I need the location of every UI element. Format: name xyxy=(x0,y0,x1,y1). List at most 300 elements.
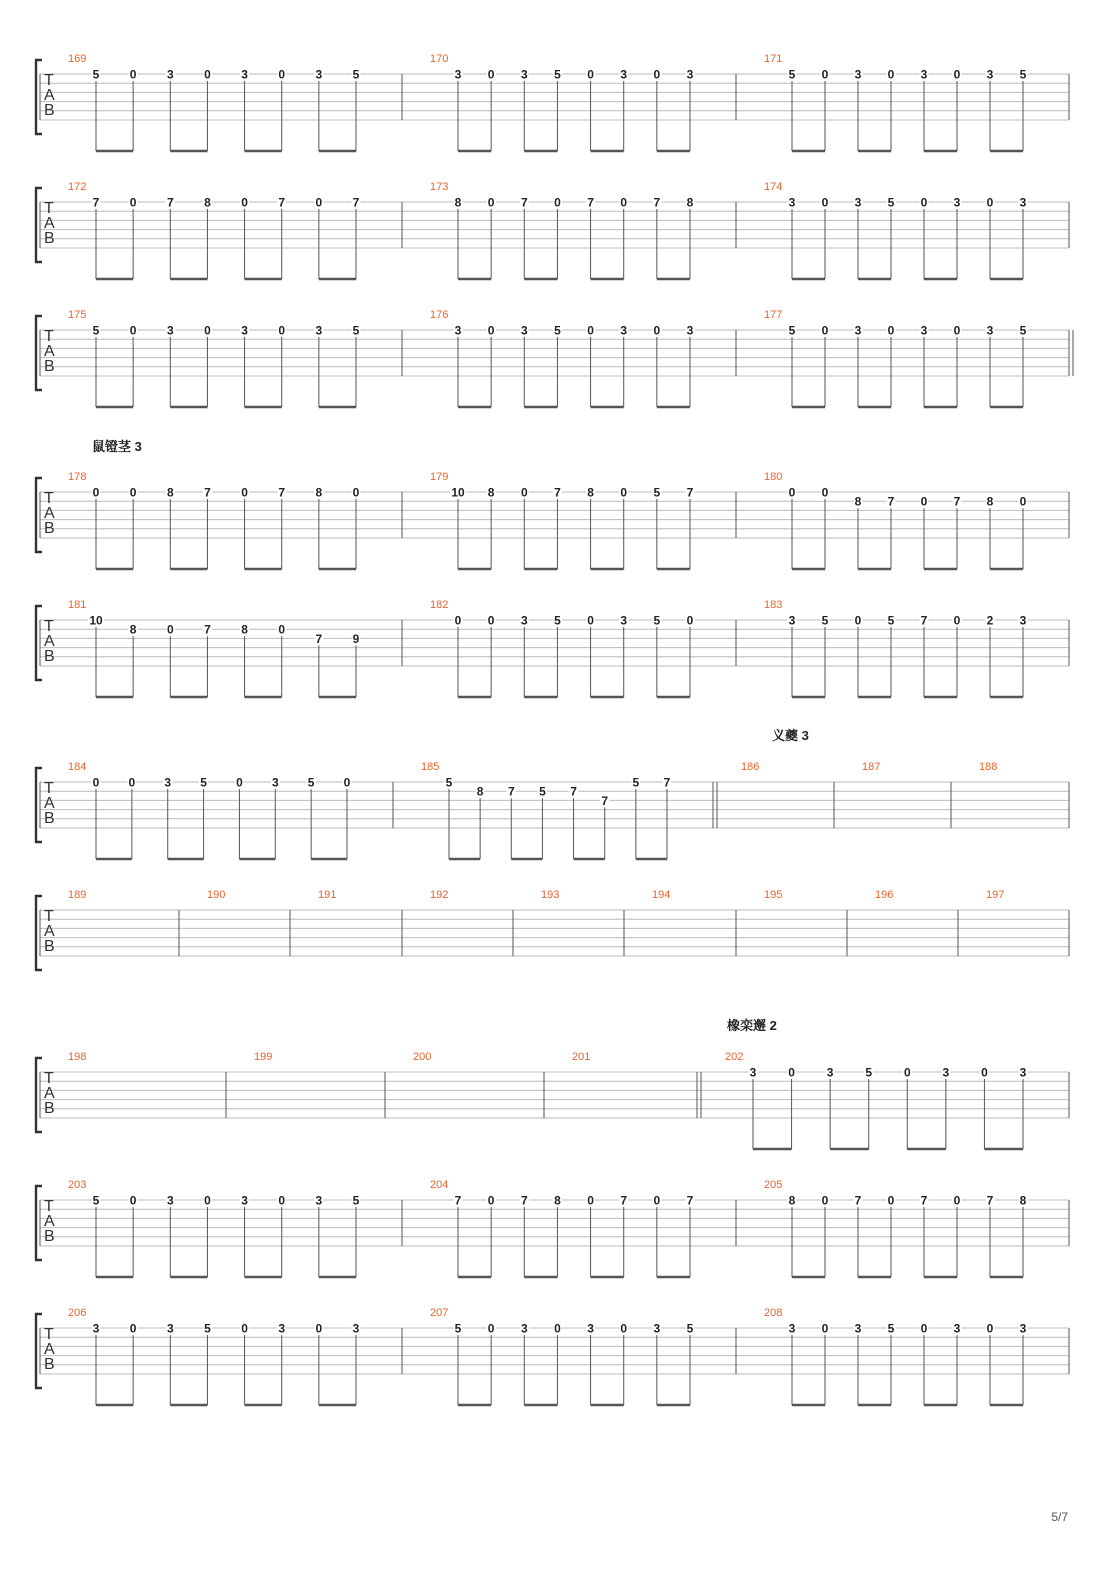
fret-number: 3 xyxy=(454,323,462,338)
fret-number: 5 xyxy=(554,67,561,82)
fret-number: 3 xyxy=(166,67,174,82)
fret-number: 3 xyxy=(986,67,994,82)
tab-clef-letter: T xyxy=(44,200,54,217)
tab-clef-letter: T xyxy=(44,908,54,925)
fret-number: 3 xyxy=(241,323,248,338)
fret-number: 7 xyxy=(920,613,928,628)
tab-system xyxy=(36,439,1069,569)
page-number: 5/7 xyxy=(1051,1510,1068,1524)
fret-number: 0 xyxy=(1019,494,1027,509)
fret-number: 5 xyxy=(352,67,360,82)
fret-number: 0 xyxy=(953,323,961,338)
fret-number: 0 xyxy=(887,67,895,82)
fret-number: 8 xyxy=(487,485,495,500)
fret-number: 0 xyxy=(129,323,137,338)
fret-number: 5 xyxy=(92,67,100,82)
tab-system xyxy=(36,889,1069,970)
measure-number: 200 xyxy=(413,1051,432,1063)
fret-number: 3 xyxy=(620,67,628,82)
fret-number: 0 xyxy=(981,1065,988,1080)
fret-number: 8 xyxy=(986,494,994,509)
fret-number: 5 xyxy=(204,1321,211,1336)
fret-number: 7 xyxy=(686,1193,694,1208)
fret-number: 8 xyxy=(454,195,462,210)
fret-number: 0 xyxy=(821,485,829,500)
tab-clef-letter: A xyxy=(44,1213,55,1230)
fret-number: 0 xyxy=(278,1193,286,1208)
measure xyxy=(572,1051,701,1118)
fret-number: 0 xyxy=(241,485,248,500)
fret-number: 3 xyxy=(1019,195,1027,210)
fret-number: 7 xyxy=(166,195,174,210)
tab-system xyxy=(36,599,1069,697)
fret-number: 0 xyxy=(204,67,211,82)
fret-number: 3 xyxy=(92,1321,100,1336)
fret-number: 3 xyxy=(587,1321,594,1336)
fret-number: 7 xyxy=(587,195,594,210)
fret-number: 7 xyxy=(887,494,895,509)
measure xyxy=(68,889,179,956)
fret-number: 5 xyxy=(454,1321,462,1336)
fret-number: 3 xyxy=(942,1065,950,1080)
fret-number: 5 xyxy=(887,1321,895,1336)
system-bracket xyxy=(36,1058,42,1132)
measure xyxy=(741,761,834,828)
fret-number: 0 xyxy=(686,613,694,628)
measure-number: 188 xyxy=(979,761,998,773)
fret-number: 3 xyxy=(278,1321,286,1336)
fret-number: 0 xyxy=(129,67,137,82)
fret-number: 0 xyxy=(953,67,961,82)
fret-number: 3 xyxy=(788,613,796,628)
fret-number: 3 xyxy=(920,323,928,338)
fret-number: 7 xyxy=(520,195,528,210)
measure xyxy=(430,889,513,956)
tab-clef-letter: B xyxy=(44,1100,55,1117)
fret-number: 3 xyxy=(520,1321,528,1336)
measure xyxy=(413,1051,544,1118)
fret-number: 3 xyxy=(653,1321,661,1336)
tab-clef-letter: T xyxy=(44,1070,54,1087)
tab-clef-letter: B xyxy=(44,358,55,375)
fret-number: 0 xyxy=(587,323,594,338)
fret-number: 3 xyxy=(749,1065,757,1080)
measure-number: 195 xyxy=(764,889,783,901)
fret-number: 3 xyxy=(854,323,862,338)
fret-number: 0 xyxy=(854,613,862,628)
fret-number: 0 xyxy=(821,1193,829,1208)
fret-number: 7 xyxy=(920,1193,928,1208)
fret-number: 5 xyxy=(686,1321,694,1336)
fret-number: 7 xyxy=(686,485,694,500)
fret-number: 3 xyxy=(315,1193,323,1208)
fret-number: 0 xyxy=(487,67,495,82)
fret-number: 0 xyxy=(236,775,243,790)
fret-number: 7 xyxy=(986,1193,994,1208)
tab-clef-letter: B xyxy=(44,938,55,955)
measure-number: 177 xyxy=(764,309,783,321)
tab-clef-letter: B xyxy=(44,648,55,665)
measure xyxy=(979,761,1069,828)
measure xyxy=(207,889,290,956)
section-label: 鼠镫茎 3 xyxy=(92,439,142,454)
fret-number: 5 xyxy=(1019,67,1027,82)
system-bracket xyxy=(36,316,42,390)
fret-number: 5 xyxy=(653,485,661,500)
fret-number: 0 xyxy=(653,67,661,82)
measure-number: 191 xyxy=(318,889,337,901)
fret-number: 3 xyxy=(854,1321,862,1336)
measure-number: 171 xyxy=(764,53,783,65)
fret-number: 3 xyxy=(620,613,628,628)
fret-number: 3 xyxy=(788,195,796,210)
tab-clef-letter: T xyxy=(44,328,54,345)
tab-clef-letter: T xyxy=(44,72,54,89)
fret-number: 3 xyxy=(454,67,462,82)
fret-number: 0 xyxy=(278,323,286,338)
fret-number: 5 xyxy=(92,323,100,338)
fret-number: 7 xyxy=(620,1193,628,1208)
fret-number: 0 xyxy=(129,485,137,500)
fret-number: 0 xyxy=(953,1193,961,1208)
measure-number: 197 xyxy=(986,889,1005,901)
fret-number: 3 xyxy=(1019,613,1027,628)
measure-number: 207 xyxy=(430,1307,449,1319)
fret-number: 5 xyxy=(788,67,796,82)
fret-number: 5 xyxy=(887,613,895,628)
fret-number: 3 xyxy=(686,67,694,82)
measure-number: 208 xyxy=(764,1307,783,1319)
fret-number: 7 xyxy=(204,622,211,637)
fret-number: 0 xyxy=(487,1193,495,1208)
fret-number: 10 xyxy=(451,485,465,500)
fret-number: 0 xyxy=(986,1321,994,1336)
fret-number: 7 xyxy=(315,631,323,646)
tab-clef-letter: A xyxy=(44,87,55,104)
fret-number: 9 xyxy=(352,631,360,646)
measure-number: 170 xyxy=(430,53,449,65)
tab-clef-letter: B xyxy=(44,1228,55,1245)
fret-number: 0 xyxy=(788,1065,795,1080)
system-bracket xyxy=(36,1186,42,1260)
fret-number: 8 xyxy=(476,784,484,799)
fret-number: 5 xyxy=(632,775,640,790)
fret-number: 0 xyxy=(653,1193,661,1208)
fret-number: 5 xyxy=(554,613,561,628)
fret-number: 7 xyxy=(92,195,100,210)
measure-number: 193 xyxy=(541,889,560,901)
measure-number: 186 xyxy=(741,761,760,773)
system-bracket xyxy=(36,606,42,680)
fret-number: 0 xyxy=(487,195,495,210)
fret-number: 5 xyxy=(653,613,661,628)
fret-number: 0 xyxy=(821,195,829,210)
fret-number: 8 xyxy=(686,195,694,210)
tab-clef-letter: A xyxy=(44,505,55,522)
fret-number: 0 xyxy=(278,67,286,82)
fret-number: 5 xyxy=(539,784,546,799)
fret-number: 0 xyxy=(92,485,100,500)
fret-number: 0 xyxy=(620,195,628,210)
fret-number: 10 xyxy=(89,613,103,628)
fret-number: 0 xyxy=(487,613,495,628)
measure-number: 189 xyxy=(68,889,87,901)
measure-number: 174 xyxy=(764,181,783,193)
tab-clef-letter: A xyxy=(44,1341,55,1358)
fret-number: 7 xyxy=(601,793,609,808)
tab-system xyxy=(36,309,1073,407)
tab-system xyxy=(36,53,1069,151)
fret-number: 0 xyxy=(129,195,137,210)
tab-clef-letter: A xyxy=(44,343,55,360)
fret-number: 3 xyxy=(164,775,172,790)
tab-system xyxy=(36,1179,1069,1277)
measure-number: 185 xyxy=(421,761,440,773)
fret-number: 3 xyxy=(352,1321,360,1336)
fret-number: 5 xyxy=(1019,323,1027,338)
tab-clef-letter: B xyxy=(44,520,55,537)
fret-number: 7 xyxy=(454,1193,462,1208)
measure-number: 172 xyxy=(68,181,87,193)
tab-system xyxy=(36,1018,1069,1149)
tab-clef-letter: T xyxy=(44,780,54,797)
measure xyxy=(764,889,847,956)
measure-number: 184 xyxy=(68,761,87,773)
fret-number: 7 xyxy=(653,195,661,210)
fret-number: 3 xyxy=(986,323,994,338)
fret-number: 3 xyxy=(271,775,279,790)
measure-number: 182 xyxy=(430,599,449,611)
measure-number: 181 xyxy=(68,599,87,611)
fret-number: 0 xyxy=(487,1321,495,1336)
fret-number: 5 xyxy=(865,1065,873,1080)
measure-number: 202 xyxy=(725,1051,744,1063)
fret-number: 0 xyxy=(788,485,796,500)
measure-number: 178 xyxy=(68,471,87,483)
fret-number: 3 xyxy=(1019,1065,1027,1080)
measure-number: 187 xyxy=(862,761,881,773)
fret-number: 7 xyxy=(507,784,515,799)
fret-number: 8 xyxy=(166,485,174,500)
measure-number: 204 xyxy=(430,1179,449,1191)
fret-number: 5 xyxy=(887,195,895,210)
fret-number: 8 xyxy=(129,622,137,637)
fret-number: 3 xyxy=(788,1321,796,1336)
fret-number: 0 xyxy=(520,485,528,500)
fret-number: 5 xyxy=(352,323,360,338)
fret-number: 0 xyxy=(241,195,248,210)
fret-number: 0 xyxy=(587,67,594,82)
fret-number: 7 xyxy=(570,784,577,799)
tab-clef-letter: A xyxy=(44,1085,55,1102)
fret-number: 0 xyxy=(920,494,928,509)
tab-clef-letter: A xyxy=(44,215,55,232)
fret-number: 8 xyxy=(587,485,594,500)
measure xyxy=(875,889,958,956)
measure-number: 205 xyxy=(764,1179,783,1191)
fret-number: 7 xyxy=(204,485,211,500)
fret-number: 5 xyxy=(92,1193,100,1208)
measure-number: 180 xyxy=(764,471,783,483)
fret-number: 3 xyxy=(241,67,248,82)
fret-number: 8 xyxy=(554,1193,561,1208)
fret-number: 0 xyxy=(278,622,286,637)
fret-number: 0 xyxy=(986,195,994,210)
tab-clef-letter: A xyxy=(44,923,55,940)
fret-number: 7 xyxy=(278,195,286,210)
system-bracket xyxy=(36,60,42,134)
tab-clef-letter: B xyxy=(44,1356,55,1373)
system-bracket xyxy=(36,768,42,842)
fret-number: 7 xyxy=(663,775,671,790)
measure xyxy=(862,761,951,828)
measure-number: 176 xyxy=(430,309,449,321)
fret-number: 0 xyxy=(554,195,561,210)
fret-number: 7 xyxy=(554,485,561,500)
fret-number: 0 xyxy=(315,195,323,210)
fret-number: 8 xyxy=(1019,1193,1027,1208)
measure xyxy=(541,889,624,956)
fret-number: 7 xyxy=(520,1193,528,1208)
fret-number: 3 xyxy=(520,323,528,338)
fret-number: 3 xyxy=(315,323,323,338)
measure-number: 201 xyxy=(572,1051,591,1063)
fret-number: 3 xyxy=(166,323,174,338)
section-label: 义夔 3 xyxy=(772,728,809,743)
fret-number: 3 xyxy=(241,1193,248,1208)
measure xyxy=(254,1051,385,1118)
fret-number: 0 xyxy=(204,1193,211,1208)
tab-clef-letter: B xyxy=(44,810,55,827)
fret-number: 0 xyxy=(920,1321,928,1336)
tab-clef-letter: T xyxy=(44,1198,54,1215)
fret-number: 3 xyxy=(854,195,862,210)
fret-number: 5 xyxy=(821,613,829,628)
fret-number: 0 xyxy=(166,622,174,637)
fret-number: 2 xyxy=(986,613,994,628)
fret-number: 5 xyxy=(200,775,207,790)
measure xyxy=(318,889,402,956)
measure-number: 179 xyxy=(430,471,449,483)
fret-number: 5 xyxy=(307,775,315,790)
fret-number: 0 xyxy=(92,775,100,790)
fret-number: 3 xyxy=(953,195,961,210)
fret-number: 3 xyxy=(520,613,528,628)
fret-number: 0 xyxy=(204,323,211,338)
fret-number: 7 xyxy=(854,1193,862,1208)
fret-number: 0 xyxy=(554,1321,561,1336)
tab-clef-letter: T xyxy=(44,618,54,635)
fret-number: 0 xyxy=(953,613,961,628)
measure-number: 198 xyxy=(68,1051,87,1063)
fret-number: 0 xyxy=(587,1193,594,1208)
system-bracket xyxy=(36,478,42,552)
fret-number: 0 xyxy=(315,1321,323,1336)
fret-number: 3 xyxy=(953,1321,961,1336)
fret-number: 8 xyxy=(854,494,862,509)
tab-clef-letter: B xyxy=(44,102,55,119)
fret-number: 5 xyxy=(352,1193,360,1208)
fret-number: 5 xyxy=(788,323,796,338)
fret-number: 0 xyxy=(920,195,928,210)
fret-number: 0 xyxy=(821,67,829,82)
measure xyxy=(986,889,1069,956)
fret-number: 0 xyxy=(454,613,462,628)
fret-number: 3 xyxy=(854,67,862,82)
fret-number: 3 xyxy=(920,67,928,82)
measure xyxy=(68,1051,226,1118)
fret-number: 7 xyxy=(278,485,286,500)
fret-number: 3 xyxy=(166,1193,174,1208)
fret-number: 3 xyxy=(826,1065,834,1080)
measure-number: 183 xyxy=(764,599,783,611)
fret-number: 8 xyxy=(788,1193,796,1208)
fret-number: 3 xyxy=(1019,1321,1027,1336)
tab-clef-letter: A xyxy=(44,795,55,812)
measure-number: 173 xyxy=(430,181,449,193)
fret-number: 0 xyxy=(352,485,360,500)
measure-number: 206 xyxy=(68,1307,87,1319)
fret-number: 3 xyxy=(166,1321,174,1336)
tab-clef-letter: A xyxy=(44,633,55,650)
fret-number: 3 xyxy=(315,67,323,82)
measure-number: 175 xyxy=(68,309,87,321)
tab-clef-letter: B xyxy=(44,230,55,247)
measure-number: 192 xyxy=(430,889,449,901)
fret-number: 0 xyxy=(620,1321,628,1336)
fret-number: 0 xyxy=(241,1321,248,1336)
fret-number: 5 xyxy=(445,775,453,790)
tab-clef-letter: T xyxy=(44,490,54,507)
fret-number: 0 xyxy=(903,1065,911,1080)
fret-number: 0 xyxy=(343,775,351,790)
fret-number: 0 xyxy=(887,323,895,338)
tab-system xyxy=(36,1307,1069,1405)
measure-number: 196 xyxy=(875,889,894,901)
fret-number: 0 xyxy=(887,1193,895,1208)
tab-system xyxy=(36,728,1069,859)
fret-number: 7 xyxy=(953,494,961,509)
fret-number: 3 xyxy=(686,323,694,338)
fret-number: 8 xyxy=(241,622,248,637)
fret-number: 3 xyxy=(520,67,528,82)
fret-number: 0 xyxy=(487,323,495,338)
fret-number: 0 xyxy=(129,1321,137,1336)
fret-number: 0 xyxy=(620,485,628,500)
tab-clef-letter: T xyxy=(44,1326,54,1343)
section-label: 橡栾邂 2 xyxy=(727,1018,777,1033)
fret-number: 0 xyxy=(128,775,136,790)
system-bracket xyxy=(36,896,42,970)
fret-number: 0 xyxy=(821,1321,829,1336)
system-bracket xyxy=(36,188,42,262)
fret-number: 8 xyxy=(315,485,323,500)
system-bracket xyxy=(36,1314,42,1388)
fret-number: 5 xyxy=(554,323,561,338)
fret-number: 0 xyxy=(653,323,661,338)
fret-number: 0 xyxy=(821,323,829,338)
fret-number: 0 xyxy=(587,613,594,628)
measure-number: 199 xyxy=(254,1051,273,1063)
tab-system xyxy=(36,181,1069,279)
fret-number: 8 xyxy=(204,195,211,210)
measure-number: 169 xyxy=(68,53,87,65)
fret-number: 3 xyxy=(620,323,628,338)
fret-number: 0 xyxy=(129,1193,137,1208)
measure xyxy=(652,889,736,956)
measure-number: 203 xyxy=(68,1179,87,1191)
measure-number: 190 xyxy=(207,889,226,901)
